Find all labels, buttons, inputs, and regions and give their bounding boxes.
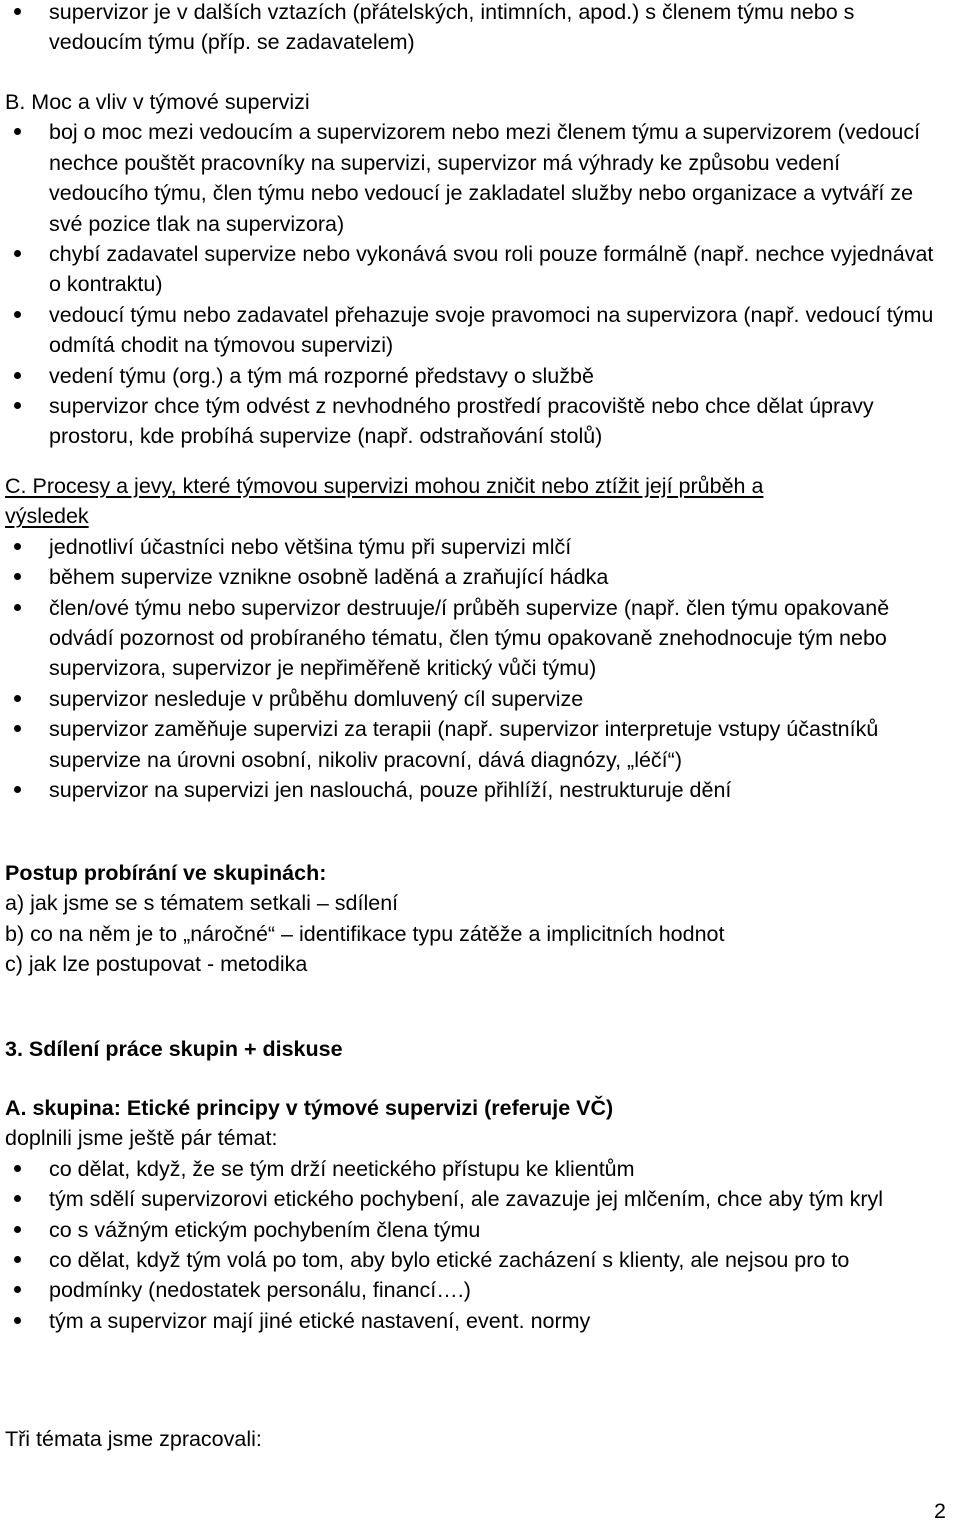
list-item: vedoucí týmu nebo zadavatel přehazuje svoje pravomoci na supervizora (např. vedoucí týmu odmítá chodit na týmovou supervizi) [5, 300, 945, 361]
section-b-list [5, 117, 945, 451]
list-item: chybí zadavatel supervize nebo vykonává svou roli pouze formálně (např. nechce vyjednávat o kontraktu) [5, 239, 945, 300]
list-item: během supervize vznikne osobně laděná a zraňující hádka [5, 562, 945, 592]
list-item: supervizor zaměňuje supervizi za terapii (např. supervizor interpretuje vstupy účastníků supervize na úrovni osobní, nikoliv pracovní, dává diagnózy, „léčí“) [5, 714, 945, 775]
section-3-heading: 3. Sdílení práce skupin + diskuse [5, 1037, 343, 1061]
list-item: jednotliví účastníci nebo většina týmu při supervizi mlčí [5, 532, 945, 562]
list-item: supervizor nesleduje v průběhu domluvený cíl supervize [5, 684, 945, 714]
group-a-heading: A. skupina: Etické principy v týmové supervizi (referuje VČ) [5, 1096, 614, 1120]
list-item: podmínky (nedostatek personálu, financí….) [5, 1275, 945, 1305]
list-item: co dělat, když, že se tým drží neetického přístupu ke klientům [5, 1154, 945, 1184]
postup-line-a: a) jak jsme se s tématem setkali – sdílení [5, 891, 399, 916]
group-a-intro: doplnili jsme ještě pár témat: [5, 1126, 278, 1151]
postup-heading: Postup probírání ve skupinách: [5, 861, 327, 885]
section-c-heading-line-2: výsledek [5, 504, 89, 529]
list-item: boj o moc mezi vedoucím a supervizorem nebo mezi členem týmu a supervizorem (vedoucí nechce pouštět pracovníky na supervizi, supervizor má výhrady ke způsobu vedení vedoucího týmu, člen týmu nebo vedoucí je zakladatel služby nebo organizace a vytváří ze své pozice tlak na supervizora) [5, 117, 945, 239]
section-c [5, 471, 945, 805]
section-a-tail [5, 0, 945, 58]
list-item: tým a supervizor mají jiné etické nastavení, event. normy [5, 1306, 945, 1336]
section-b-heading: B. Moc a vliv v týmové supervizi [5, 90, 310, 114]
section-c-heading-line-1: C. Procesy a jevy, které týmovou supervizi mohou zničit nebo ztížit její průběh a [5, 474, 764, 498]
list-item: tým sdělí supervizorovi etického pochybení, ale zavazuje jej mlčením, chce aby tým kryl [5, 1184, 945, 1214]
section-c-heading [5, 471, 945, 532]
list-item: člen/ové týmu nebo supervizor destruuje/í průběh supervize (např. člen týmu opakovaně odvádí pozornost od probíraného tématu, člen týmu opakovaně znehodnocuje tým nebo supervizora, supervizor je nepřiměřeně kritický vůči týmu) [5, 593, 945, 684]
list-item: co dělat, když tým volá po tom, aby bylo etické zacházení s klienty, ale nejsou pro to [5, 1245, 945, 1275]
list-item: co s vážným etickým pochybením člena týmu [5, 1215, 945, 1245]
list-item: supervizor je v dalších vztazích (přátelských, intimních, apod.) s členem týmu nebo s vedoucím týmu (příp. se zadavatelem) [5, 0, 945, 58]
section-c-list [5, 532, 945, 806]
postup-line-c: c) jak lze postupovat - metodika [5, 952, 308, 977]
list-item: vedení týmu (org.) a tým má rozporné představy o službě [5, 361, 945, 391]
group-a-section [5, 1093, 945, 1336]
list-item: supervizor na supervizi jen naslouchá, pouze přihlíží, nestrukturuje dění [5, 775, 945, 805]
page-number: 2 [934, 1499, 946, 1523]
postup-line-b: b) co na něm je to „náročné“ – identifikace typu zátěže a implicitních hodnot [5, 921, 725, 946]
section-b [5, 87, 945, 452]
list-item: supervizor chce tým odvést z nevhodného prostředí pracoviště nebo chce dělat úpravy prostoru, kde probíhá supervize (např. odstraňování stolů) [5, 391, 945, 452]
group-a-closing-text: Tři témata jsme zpracovali: [5, 1427, 262, 1451]
group-a-list [5, 1154, 945, 1336]
postup-section [5, 858, 945, 980]
section-a-tail-list [5, 0, 945, 58]
group-a-closing [5, 1424, 945, 1454]
section-3 [5, 1034, 945, 1064]
